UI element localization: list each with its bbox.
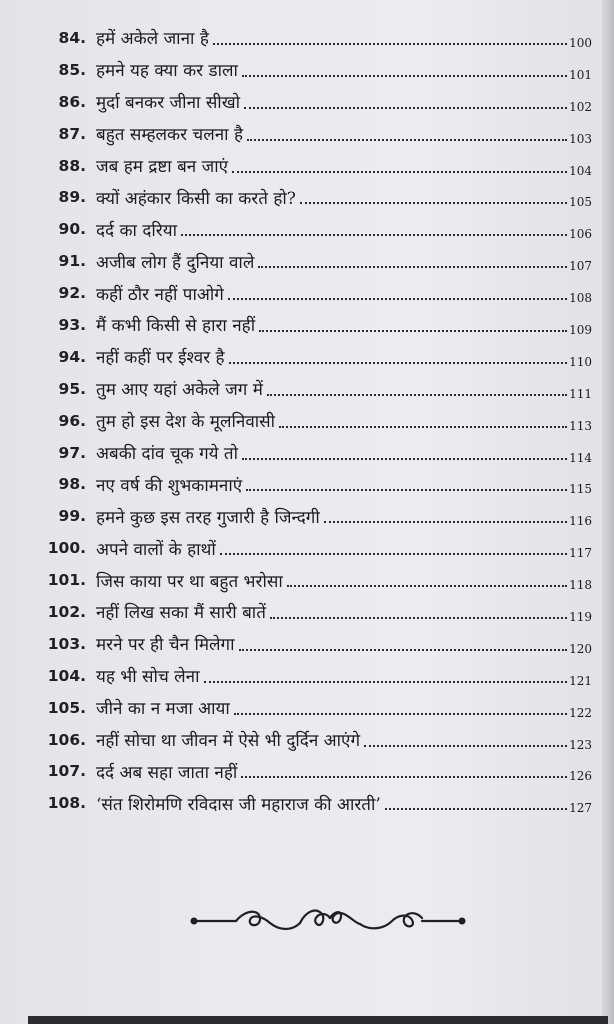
toc-entry <box>44 660 594 692</box>
entry-page: 111 <box>569 386 592 401</box>
dot-leader <box>267 394 567 396</box>
entry-number: 99. <box>58 507 86 526</box>
entry-number: 104. <box>47 666 86 685</box>
entry-page: 118 <box>569 578 592 593</box>
entry-number: 96. <box>58 411 86 430</box>
entry-page: 121 <box>569 673 592 688</box>
entry-title: अजीब लोग हैं दुनिया वाले <box>96 252 255 273</box>
entry-number: 97. <box>58 443 86 462</box>
entry-number: 94. <box>58 347 86 366</box>
entry-title: कहीं ठौर नहीं पाओगे <box>96 284 224 305</box>
toc-entry <box>44 628 594 660</box>
entry-page: 110 <box>569 354 592 369</box>
entry-number: 84. <box>58 28 86 47</box>
entry-title: हमने कुछ इस तरह गुजारी है जिन्दगी <box>96 507 320 528</box>
entry-page: 113 <box>569 418 592 433</box>
dot-leader <box>364 745 567 747</box>
entry-page: 114 <box>569 450 592 465</box>
toc-entry <box>44 118 594 150</box>
toc-entry <box>44 692 594 724</box>
dot-leader <box>247 139 567 141</box>
table-of-contents <box>44 22 594 819</box>
dot-leader <box>242 75 567 77</box>
dot-leader <box>228 298 567 300</box>
dot-leader <box>204 681 568 683</box>
entry-page: 109 <box>569 322 592 337</box>
entry-page: 117 <box>569 546 592 561</box>
entry-title: नहीं लिख सका मैं सारी बातें <box>96 603 266 624</box>
entry-title: नए वर्ष की शुभकामनाएं <box>96 475 243 496</box>
toc-entry <box>44 373 594 405</box>
dot-leader <box>258 266 567 268</box>
dot-leader <box>234 713 567 715</box>
page-bottom-edge <box>28 1016 608 1024</box>
entry-page: 101 <box>569 67 592 82</box>
toc-entry <box>44 309 594 341</box>
entry-page: 108 <box>569 291 592 306</box>
entry-title: हमने यह क्या कर डाला <box>96 61 238 82</box>
entry-title: मैं कभी किसी से हारा नहीं <box>96 316 256 337</box>
entry-number: 107. <box>47 762 86 781</box>
entry-number: 87. <box>58 124 86 143</box>
toc-entry <box>44 86 594 118</box>
entry-title: तुम हो इस देश के मूलनिवासी <box>96 412 276 433</box>
entry-title: यह भी सोच लेना <box>96 667 200 688</box>
entry-page: 104 <box>569 163 592 178</box>
entry-title: क्यों अहंकार किसी का करते हो? <box>96 188 296 209</box>
entry-number: 89. <box>58 188 86 207</box>
dot-leader <box>242 458 567 460</box>
entry-title: ‘संत शिरोमणि रविदास जी महाराज की आरती’ <box>96 794 381 815</box>
toc-entry <box>44 245 594 277</box>
dot-leader <box>220 553 567 555</box>
entry-title: तुम आए यहां अकेले जग में <box>96 380 263 401</box>
dot-leader <box>232 171 567 173</box>
entry-number: 88. <box>58 156 86 175</box>
toc-entry <box>44 437 594 469</box>
entry-page: 107 <box>569 259 592 274</box>
entry-title: अबकी दांव चूक गये तो <box>96 444 239 465</box>
toc-entry <box>44 468 594 500</box>
entry-page: 119 <box>569 609 592 624</box>
toc-entry <box>44 500 594 532</box>
entry-title: जिस काया पर था बहुत भरोसा <box>96 571 283 592</box>
toc-entry <box>44 532 594 564</box>
dot-leader <box>181 234 567 236</box>
dot-leader <box>385 808 567 810</box>
entry-number: 98. <box>58 475 86 494</box>
entry-title: जीने का न मजा आया <box>96 699 230 720</box>
toc-entry <box>44 405 594 437</box>
dot-leader <box>241 776 567 778</box>
toc-entry <box>44 564 594 596</box>
entry-page: 120 <box>569 641 592 656</box>
page-edge <box>602 0 614 1024</box>
toc-entry <box>44 341 594 373</box>
dot-leader <box>213 43 567 45</box>
entry-page: 127 <box>569 801 592 816</box>
entry-title: बहुत सम्हलकर चलना है <box>96 125 244 146</box>
entry-number: 86. <box>58 92 86 111</box>
entry-page: 116 <box>569 514 592 529</box>
entry-page: 106 <box>569 227 592 242</box>
entry-page: 115 <box>569 482 592 497</box>
toc-entry <box>44 213 594 245</box>
entry-page: 100 <box>569 35 592 50</box>
entry-title: नहीं सोचा था जीवन में ऐसे भी दुर्दिन आएंगे <box>96 731 361 752</box>
dot-leader <box>229 362 568 364</box>
entry-number: 105. <box>47 698 86 717</box>
dot-leader <box>287 585 567 587</box>
entry-number: 90. <box>58 220 86 239</box>
entry-page: 126 <box>569 769 592 784</box>
entry-number: 102. <box>47 602 86 621</box>
dot-leader <box>244 107 567 109</box>
toc-entry <box>44 787 594 819</box>
entry-number: 85. <box>58 60 86 79</box>
entry-title: मरने पर ही चैन मिलेगा <box>96 635 235 656</box>
entry-title: मुर्दा बनकर जीना सीखो <box>96 93 241 114</box>
entry-number: 93. <box>58 315 86 334</box>
entry-number: 91. <box>58 252 86 271</box>
toc-entry <box>44 150 594 182</box>
toc-entry <box>44 755 594 787</box>
entry-number: 103. <box>47 634 86 653</box>
entry-page: 102 <box>569 99 592 114</box>
toc-entry <box>44 181 594 213</box>
entry-title: हमें अकेले जाना है <box>96 29 209 50</box>
entry-number: 100. <box>47 539 86 558</box>
entry-title: जब हम द्रष्टा बन जाएं <box>96 157 229 177</box>
entry-number: 108. <box>47 794 86 813</box>
entry-page: 103 <box>569 131 592 146</box>
toc-entry <box>44 54 594 86</box>
entry-title: दर्द अब सहा जाता नहीं <box>96 762 238 783</box>
entry-title: दर्द का दरिया <box>96 220 177 241</box>
entry-page: 122 <box>569 705 592 720</box>
entry-page: 105 <box>569 195 592 210</box>
dot-leader <box>300 202 567 204</box>
entry-page: 123 <box>569 737 592 752</box>
dot-leader <box>259 330 567 332</box>
dot-leader <box>270 617 567 619</box>
entry-number: 106. <box>47 730 86 749</box>
toc-entry <box>44 724 594 756</box>
entry-number: 101. <box>47 571 86 590</box>
entry-title: अपने वालों के हाथों <box>96 539 216 560</box>
dot-leader <box>246 489 567 491</box>
toc-entry <box>44 277 594 309</box>
entry-number: 92. <box>58 284 86 303</box>
entry-number: 95. <box>58 379 86 398</box>
toc-entry <box>44 596 594 628</box>
entry-title: नहीं कहीं पर ईश्वर है <box>96 348 225 369</box>
dot-leader <box>324 521 567 523</box>
flourish-divider-icon <box>188 896 468 946</box>
dot-leader <box>279 426 567 428</box>
toc-entry <box>44 22 594 54</box>
dot-leader <box>239 649 568 651</box>
